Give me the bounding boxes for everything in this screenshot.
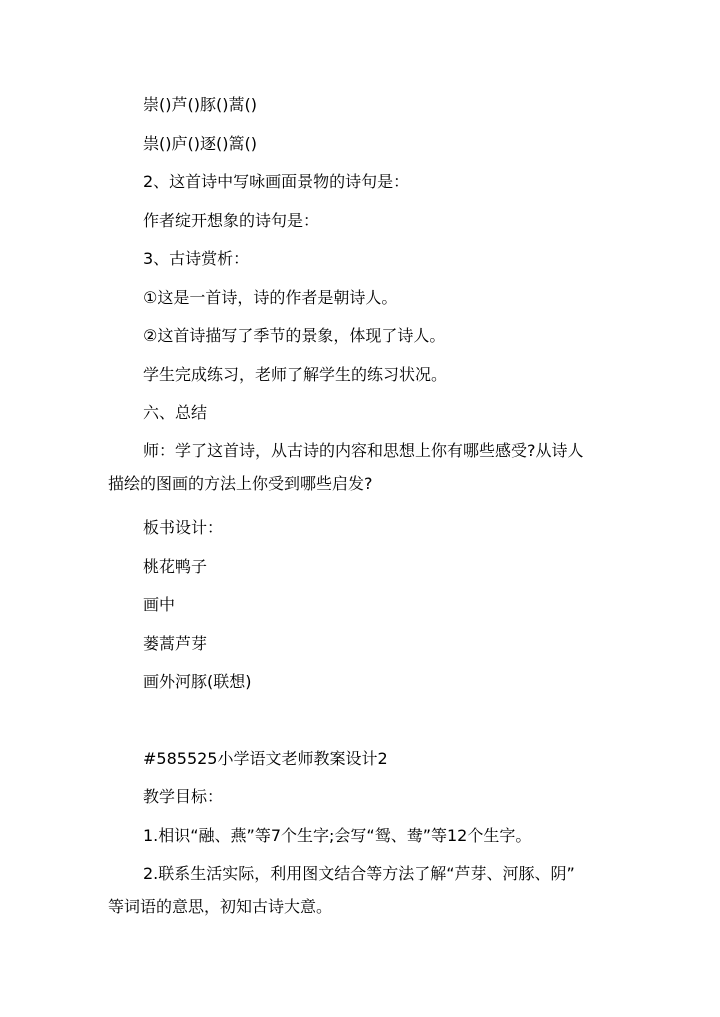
- blackboard-design-heading: 板书设计：: [143, 518, 224, 537]
- teacher-question-line-2: 描绘的图画的方法上你受到哪些启发?: [108, 474, 373, 493]
- question-3: 3、古诗赏析：: [143, 249, 250, 268]
- blackboard-line-3: 蒌蒿芦芽: [143, 634, 208, 653]
- lesson-plan-title: #585525小学语文老师教案设计2: [143, 749, 388, 768]
- question-2: 2、这首诗中写咏画面景物的诗句是：: [143, 172, 410, 191]
- exercise-line-1: 崇()芦()豚()蒿(): [143, 95, 257, 114]
- teacher-question-line-1: 师：学了这首诗，从古诗的内容和思想上你有哪些感受?从诗人: [143, 441, 584, 460]
- teaching-goals-heading: 教学目标：: [143, 787, 224, 806]
- section-heading-summary: 六、总结: [143, 403, 208, 422]
- teaching-goal-2-line-1: 2.联系生活实际，利用图文结合等方法了解“芦芽、河豚、阴”: [143, 864, 575, 883]
- teaching-goal-1: 1.相识“融、燕”等7个生字;会写“鸳、鸯”等12个生字。: [143, 826, 532, 845]
- analysis-item-2: ②这首诗描写了季节的景象，体现了诗人。: [143, 326, 446, 345]
- teaching-goal-2-line-2: 等词语的意思，初知古诗大意。: [108, 897, 333, 916]
- exercise-line-2: 祟()庐()逐()篙(): [143, 134, 257, 153]
- blackboard-line-4: 画外河豚(联想): [143, 672, 252, 691]
- question-2-part-2: 作者绽开想象的诗句是：: [143, 211, 320, 230]
- blackboard-line-2: 画中: [143, 595, 176, 614]
- practice-note: 学生完成练习，老师了解学生的练习状况。: [143, 365, 448, 384]
- analysis-item-1: ①这是一首诗，诗的作者是朝诗人。: [143, 288, 398, 307]
- blackboard-line-1: 桃花鸭子: [143, 557, 208, 576]
